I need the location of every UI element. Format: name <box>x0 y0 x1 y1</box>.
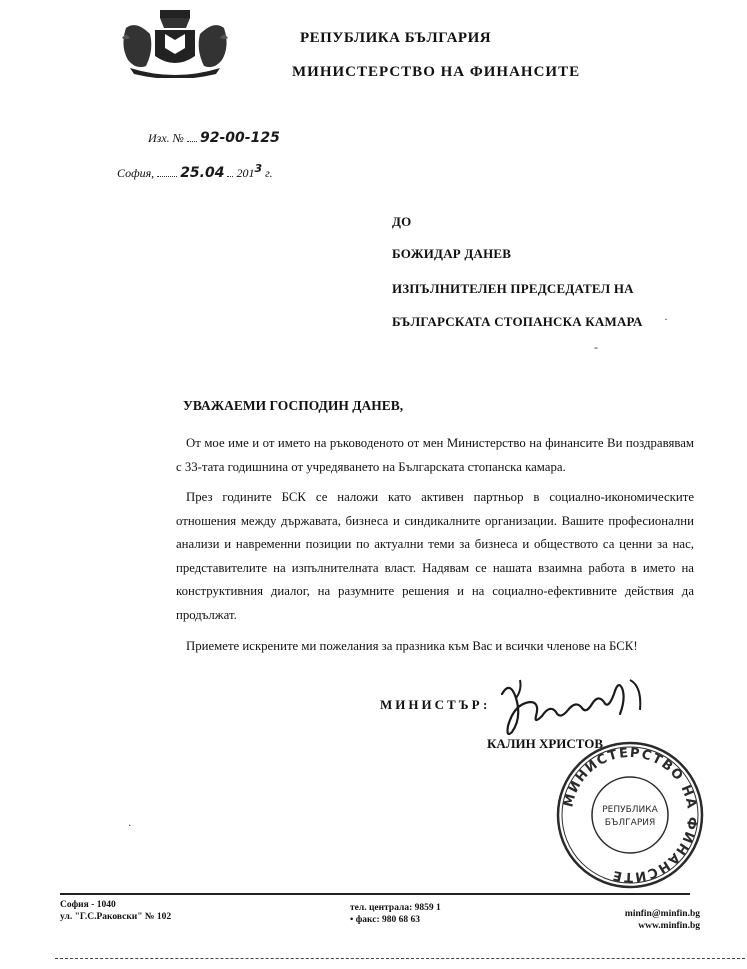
header-republic: РЕПУБЛИКА БЪЛГАРИЯ <box>300 30 492 46</box>
margin-mark: - <box>594 340 598 354</box>
footer-phones <box>350 902 441 926</box>
header-ministry: МИНИСТЕРСТВО НА ФИНАНСИТЕ <box>292 64 581 80</box>
stamp-inner-line1: РЕПУБЛИКА <box>602 805 658 815</box>
footer-address <box>60 899 171 923</box>
signature-name: КАЛИН ХРИСТОВ <box>487 736 604 751</box>
body-paragraph-2-text: През годините БСК се наложи като активен партньор в социално-икономическите отношения между държавата, бизнеса и синдикалните организации. Вашите професионални анализи и навременни позиции по актуални теми за бизнеса и обществото са ценни за нас, представителите на изпълнителната власт. Надявам се нашата взаимна работа в името на конструктивния диалог, на разумните решения и на социално-ефективните действия да продължат. <box>176 490 694 622</box>
stamp-outer-text: МИНИСТЕРСТВО НА ФИНАНСИТЕ <box>561 745 700 885</box>
stamp-inner-line2: БЪЛГАРИЯ <box>604 818 656 828</box>
footer-phone: тел. централа: 9859 1 <box>350 903 441 913</box>
reference-date-value: 25.04 <box>180 165 225 181</box>
handwritten-signature-icon <box>490 672 670 742</box>
reference-date <box>117 162 273 181</box>
recipient-name: БОЖИДАР ДАНЕВ <box>392 246 512 261</box>
reference-year-suffix: г. <box>265 166 273 180</box>
footer-fax: • факс: 980 68 63 <box>350 915 421 925</box>
reference-date-label: София, <box>117 166 155 180</box>
footer-city: София - 1040 <box>60 900 116 910</box>
footer-contacts <box>600 908 700 932</box>
reference-number-label: Изх. № <box>148 131 184 145</box>
margin-mark: · <box>664 312 668 326</box>
footer-fax-text: факс: 980 68 63 <box>355 915 421 925</box>
footer-email[interactable]: minfin@minfin.bg <box>624 909 700 919</box>
footer-street: ул. "Г.С.Раковски" № 102 <box>60 912 172 922</box>
signature-role: МИНИСТЪР: <box>380 697 491 712</box>
margin-mark: · <box>128 818 131 832</box>
official-stamp-icon <box>555 740 705 890</box>
coat-of-arms-icon <box>120 8 230 78</box>
body-paragraph-3-text: Приемете искрените ми пожелания за празника към Вас и всички членове на БСК! <box>186 639 638 653</box>
body-paragraph-3 <box>176 635 694 659</box>
recipient-title: ИЗПЪЛНИТЕЛЕН ПРЕДСЕДАТЕЛ НА <box>392 281 634 296</box>
footer-web[interactable]: www.minfin.bg <box>638 921 700 931</box>
recipient-organization: БЪЛГАРСКАТА СТОПАНСКА КАМАРА <box>392 314 643 329</box>
body-paragraph-2 <box>176 486 694 627</box>
body-paragraph-1-text: От мое име и от името на ръководеното от мен Министерство на финансите Ви поздравявам с 33-тата годишнина от учредяването на Българската стопанска камара. <box>176 436 694 474</box>
reference-year-digit: 3 <box>254 162 263 175</box>
salutation: УВАЖАЕМИ ГОСПОДИН ДАНЕВ, <box>183 398 404 413</box>
bottom-cut-line <box>55 958 745 959</box>
reference-number <box>148 130 280 146</box>
reference-year-prefix: 201 <box>236 166 255 180</box>
recipient-to: ДО <box>392 214 412 229</box>
reference-number-value: 92-00-125 <box>200 130 280 146</box>
body-paragraph-1 <box>176 432 694 479</box>
footer-divider <box>60 893 690 895</box>
